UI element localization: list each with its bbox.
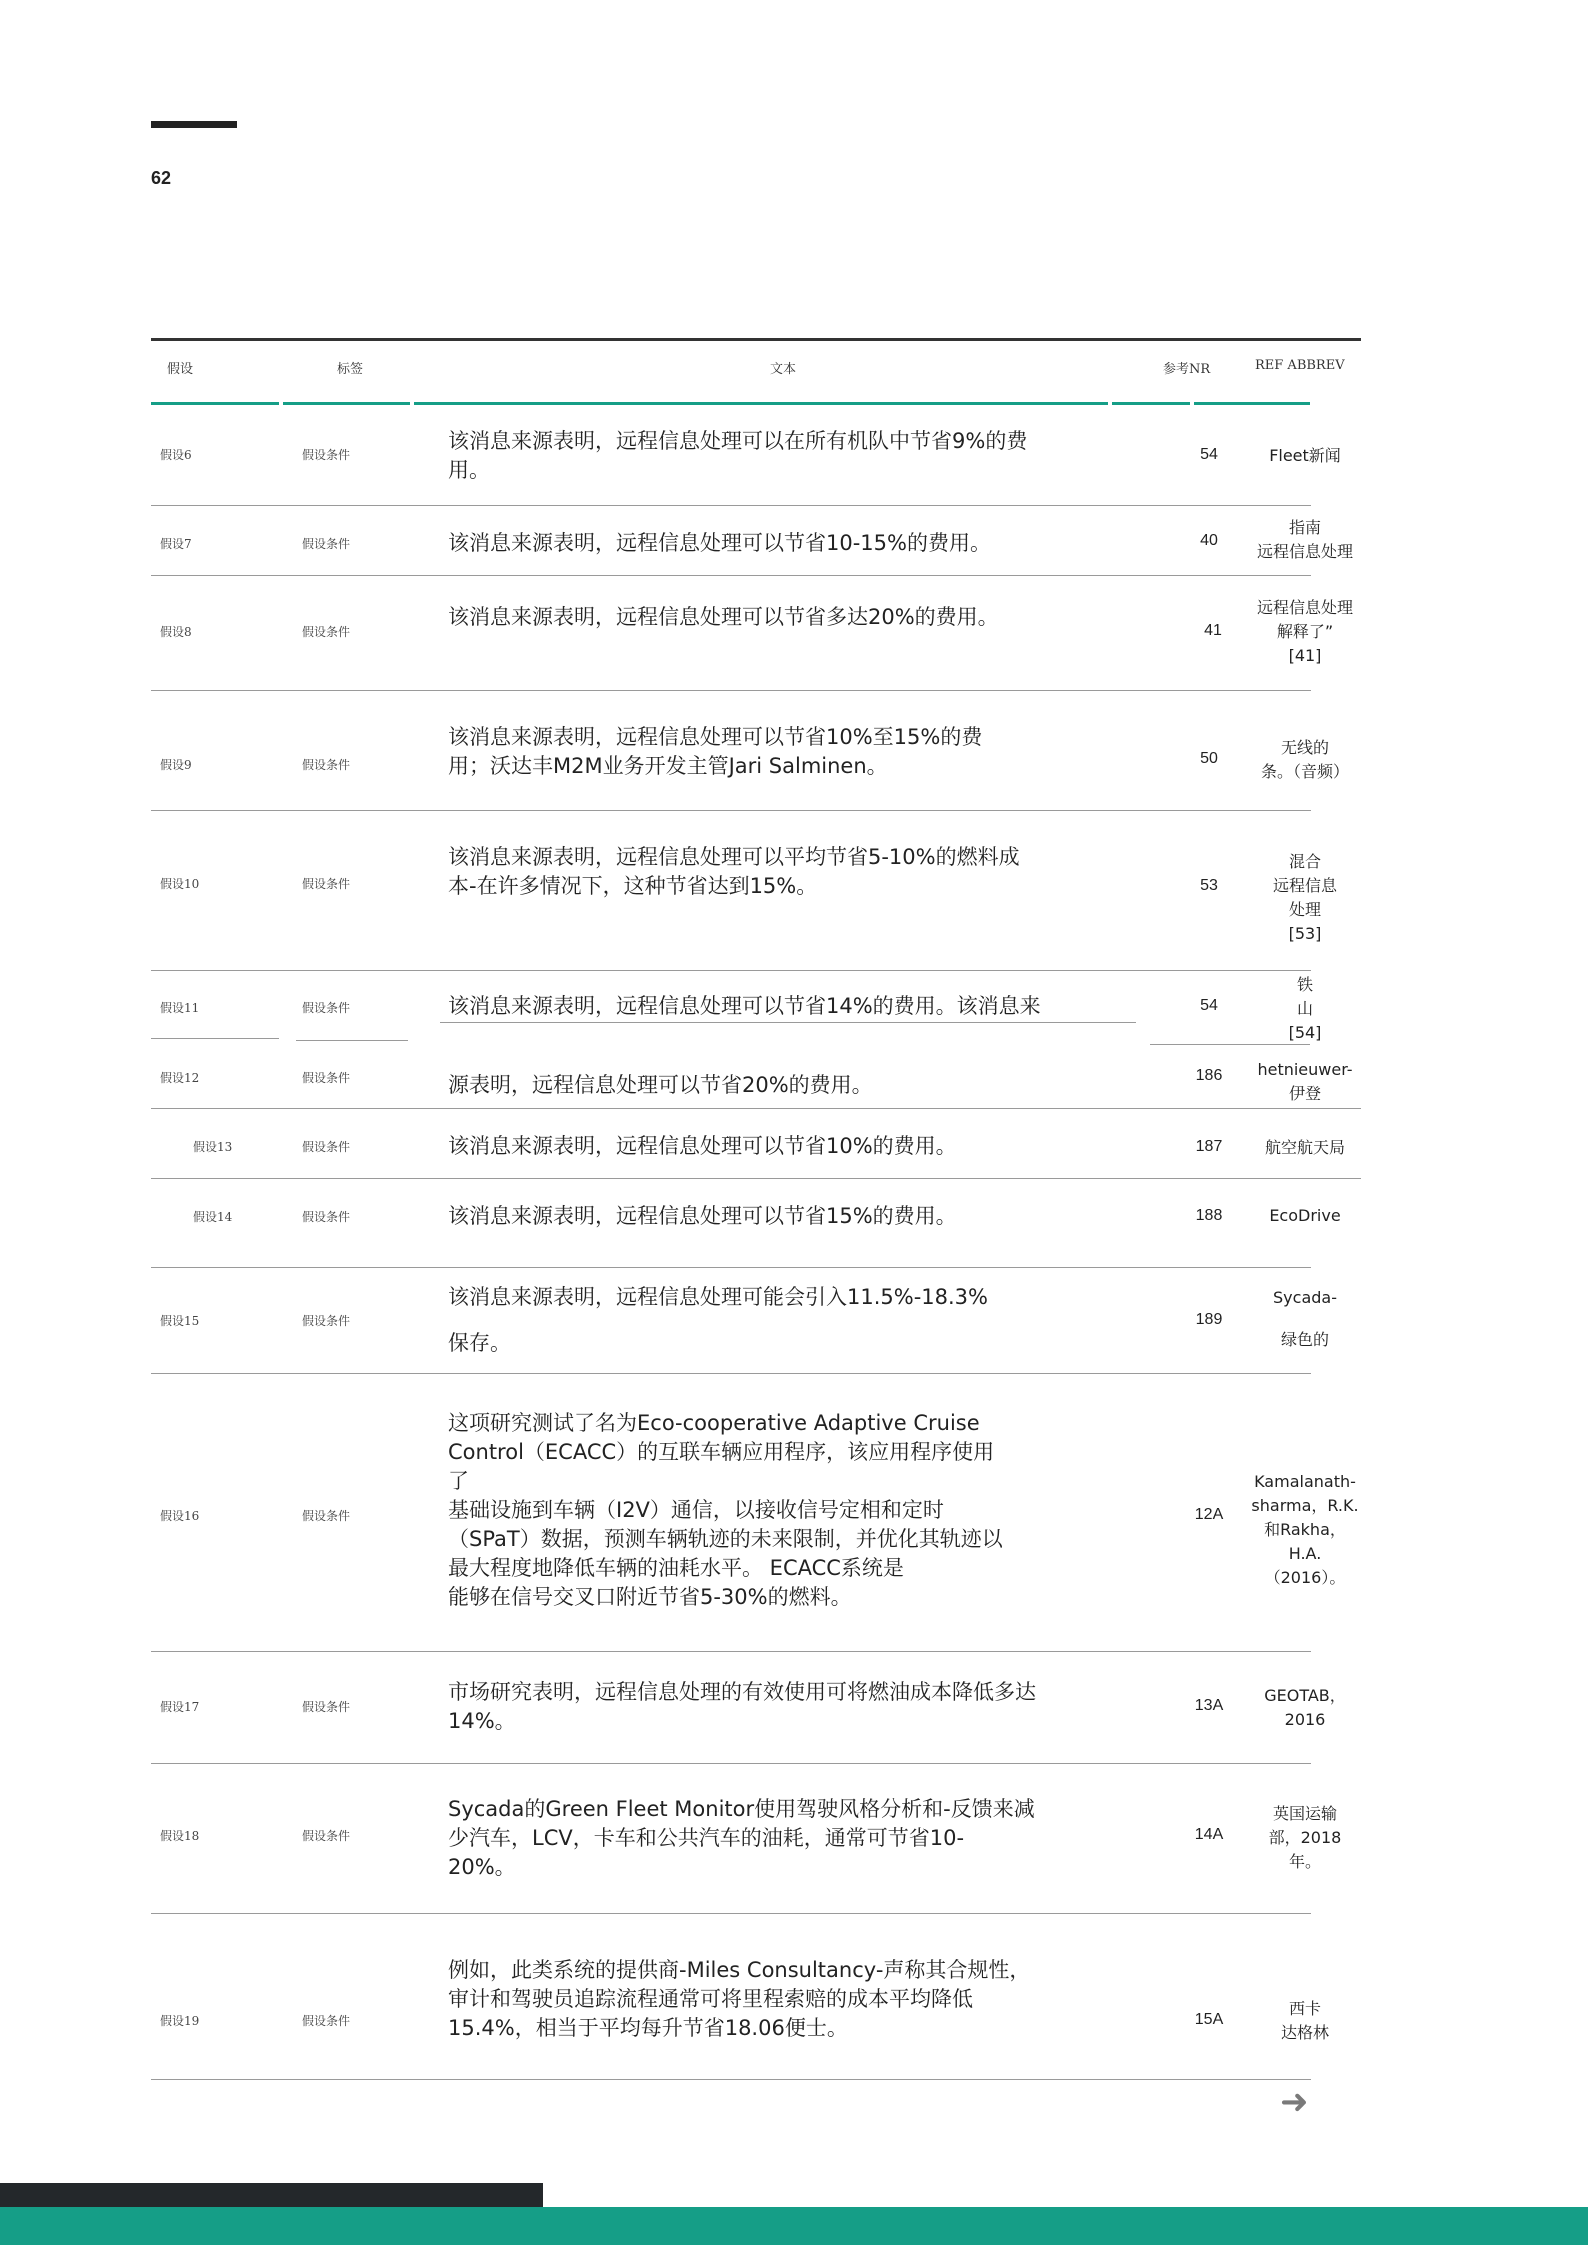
row-text: 该消息来源表明，远程信息处理可以节省10%的费用。: [448, 1134, 957, 1158]
header-text: 文本: [770, 362, 797, 377]
row-abbrev: Fleet新闻: [1269, 446, 1341, 465]
row-divider: [151, 810, 1311, 811]
row-id: 假设10: [160, 877, 200, 891]
row-text: 该消息来源表明，远程信息处理可能会引入11.5%-18.3% 保存。: [448, 1285, 988, 1355]
row-ref: 53: [1200, 877, 1218, 894]
row-ref: 50: [1200, 750, 1218, 767]
row-text: 该消息来源表明，远程信息处理可以节省15%的费用。: [448, 1204, 957, 1228]
row-id: 假设9: [160, 758, 192, 772]
page-number: 62: [151, 168, 172, 188]
row-abbrev: 指南 远程信息处理: [1256, 518, 1353, 561]
row-text: 该消息来源表明，远程信息处理可以节省多达20%的费用。: [448, 605, 999, 629]
header-underline-hypothesis: [151, 402, 279, 405]
row-ref: 14A: [1194, 1826, 1224, 1843]
row-divider: [151, 2079, 1311, 2080]
row-id: 假设8: [160, 625, 192, 639]
row-id: 假设16: [160, 1509, 200, 1523]
footer-teal-bar: [0, 2207, 1588, 2245]
row-id: 假设11: [160, 1001, 200, 1015]
row-ref: 189: [1195, 1311, 1223, 1328]
row-text: 市场研究表明，远程信息处理的有效使用可将燃油成本降低多达 14%。: [448, 1680, 1036, 1733]
row-label: 假设条件: [302, 1509, 351, 1523]
row-abbrev: 英国运输 部，2018 年。: [1268, 1804, 1342, 1871]
row-text: 该消息来源表明，远程信息处理可以节省10-15%的费用。: [448, 531, 991, 555]
row-label: 假设条件: [302, 448, 351, 462]
row-ref: 187: [1195, 1138, 1223, 1155]
row-label: 假设条件: [302, 758, 351, 772]
header-ref-nr: 参考NR: [1163, 362, 1211, 377]
row-id: 假设7: [160, 537, 192, 551]
row-ref: 54: [1200, 446, 1218, 463]
row-label: 假设条件: [302, 1829, 351, 1843]
row-ref: 13A: [1194, 1697, 1224, 1714]
row-label: 假设条件: [302, 1140, 351, 1154]
header-ref-abbrev: REF ABBREV: [1255, 358, 1345, 373]
arrow-right-icon[interactable]: ➜: [1280, 2082, 1309, 2122]
row-divider: [296, 1040, 408, 1041]
row-divider: [440, 1022, 1136, 1023]
row-id: 假设17: [160, 1700, 200, 1714]
row-abbrev: 远程信息处理 解释了” [41]: [1256, 598, 1353, 665]
table-top-rule: [151, 338, 1361, 341]
row-text: Sycada的Green Fleet Monitor使用驾驶风格分析和-反馈来减 少汽车，LCV，卡车和公共汽车的油耗，通常可节省10- 20%。: [448, 1797, 1035, 1879]
row-abbrev: 混合 远程信息 处理 [53]: [1272, 852, 1337, 943]
row-text: 该消息来源表明，远程信息处理可以平均节省5-10%的燃料成 本-在许多情况下，这种节省达到15%。: [448, 845, 1020, 898]
row-id: 假设14: [193, 1210, 233, 1224]
row-divider: [151, 575, 1311, 576]
header-underline-text: [414, 402, 1108, 405]
row-divider: [151, 1178, 1361, 1179]
row-ref: 12A: [1194, 1506, 1224, 1523]
header-underline-ref: [1112, 402, 1190, 405]
row-divider: [151, 1651, 1311, 1652]
row-text: 该消息来源表明，远程信息处理可以节省14%的费用。该消息来: [448, 994, 1041, 1018]
row-text: 该消息来源表明，远程信息处理可以节省10%至15%的费 用；沃达丰M2M业务开发主管Jari Salminen。: [448, 725, 983, 778]
row-abbrev: Kamalanath- sharma，R.K. 和Rakha， H.A. （2016）。: [1251, 1472, 1359, 1587]
row-label: 假设条件: [302, 1210, 351, 1224]
row-ref: 186: [1195, 1067, 1223, 1084]
row-id: 假设6: [160, 448, 192, 462]
row-label: 假设条件: [302, 537, 351, 551]
row-abbrev: 航空航天局: [1264, 1138, 1345, 1157]
row-label: 假设条件: [302, 1001, 351, 1015]
row-abbrev: 西卡 达格林: [1280, 1999, 1329, 2042]
footer-dark-bar: [0, 2183, 543, 2207]
row-divider: [151, 690, 1311, 691]
row-abbrev: GEOTAB， 2016: [1264, 1686, 1346, 1729]
row-divider: [1150, 1044, 1310, 1045]
row-divider: [151, 505, 1311, 506]
row-abbrev: Sycada- 绿色的: [1273, 1288, 1337, 1349]
row-text: 该消息来源表明，远程信息处理可以在所有机队中节省9%的费 用。: [448, 429, 1028, 482]
row-divider: [151, 1038, 279, 1039]
row-id: 假设19: [160, 2014, 200, 2028]
row-divider: [151, 1913, 1311, 1914]
row-label: 假设条件: [302, 1700, 351, 1714]
row-label: 假设条件: [302, 1314, 351, 1328]
row-label: 假设条件: [302, 1071, 351, 1085]
row-ref: 54: [1200, 997, 1218, 1014]
row-ref: 15A: [1194, 2011, 1224, 2028]
header-underline-abbrev: [1194, 402, 1310, 405]
row-text: 源表明，远程信息处理可以节省20%的费用。: [448, 1073, 873, 1097]
row-text: 这项研究测试了名为Eco-cooperative Adaptive Cruise Control（ECACC）的互联车辆应用程序，该应用程序使用 了 基础设施到车辆（I2V）通信，以接收信号定相和定时 （SPaT）数据，预测车辆轨迹的未来限制，并优化其轨迹以 最大程度地降低车辆的油耗水平。 ECACC系统是 能够在信号交叉口附近节省5-30%的燃料。: [448, 1411, 1003, 1609]
row-abbrev: 铁 山 [54]: [1288, 975, 1322, 1042]
row-text: 例如，此类系统的提供商-Miles Consultancy-声称其合规性， 审计和驾驶员追踪流程通常可将里程索赔的成本平均降低 15.4%，相当于平均每升节省18.06便士。: [448, 1958, 1031, 2040]
row-id: 假设13: [193, 1140, 233, 1154]
row-divider: [151, 1373, 1311, 1374]
row-abbrev: hetnieuwer- 伊登: [1257, 1060, 1353, 1103]
row-ref: 188: [1195, 1207, 1223, 1224]
row-divider: [151, 1108, 1361, 1109]
top-decor-bar: [151, 121, 237, 128]
row-id: 假设12: [160, 1071, 200, 1085]
header-underline-label: [283, 402, 410, 405]
row-label: 假设条件: [302, 2014, 351, 2028]
header-hypothesis: 假设: [167, 362, 194, 377]
row-id: 假设15: [160, 1314, 200, 1328]
row-abbrev: 无线的 条。（音频）: [1260, 738, 1349, 781]
row-ref: 41: [1204, 622, 1222, 639]
row-divider: [151, 1763, 1311, 1764]
row-abbrev: EcoDrive: [1269, 1206, 1341, 1225]
header-label: 标签: [337, 362, 364, 377]
row-label: 假设条件: [302, 625, 351, 639]
row-id: 假设18: [160, 1829, 200, 1843]
row-divider: [151, 1267, 1311, 1268]
row-label: 假设条件: [302, 877, 351, 891]
row-divider: [151, 970, 1311, 971]
row-ref: 40: [1200, 532, 1218, 549]
